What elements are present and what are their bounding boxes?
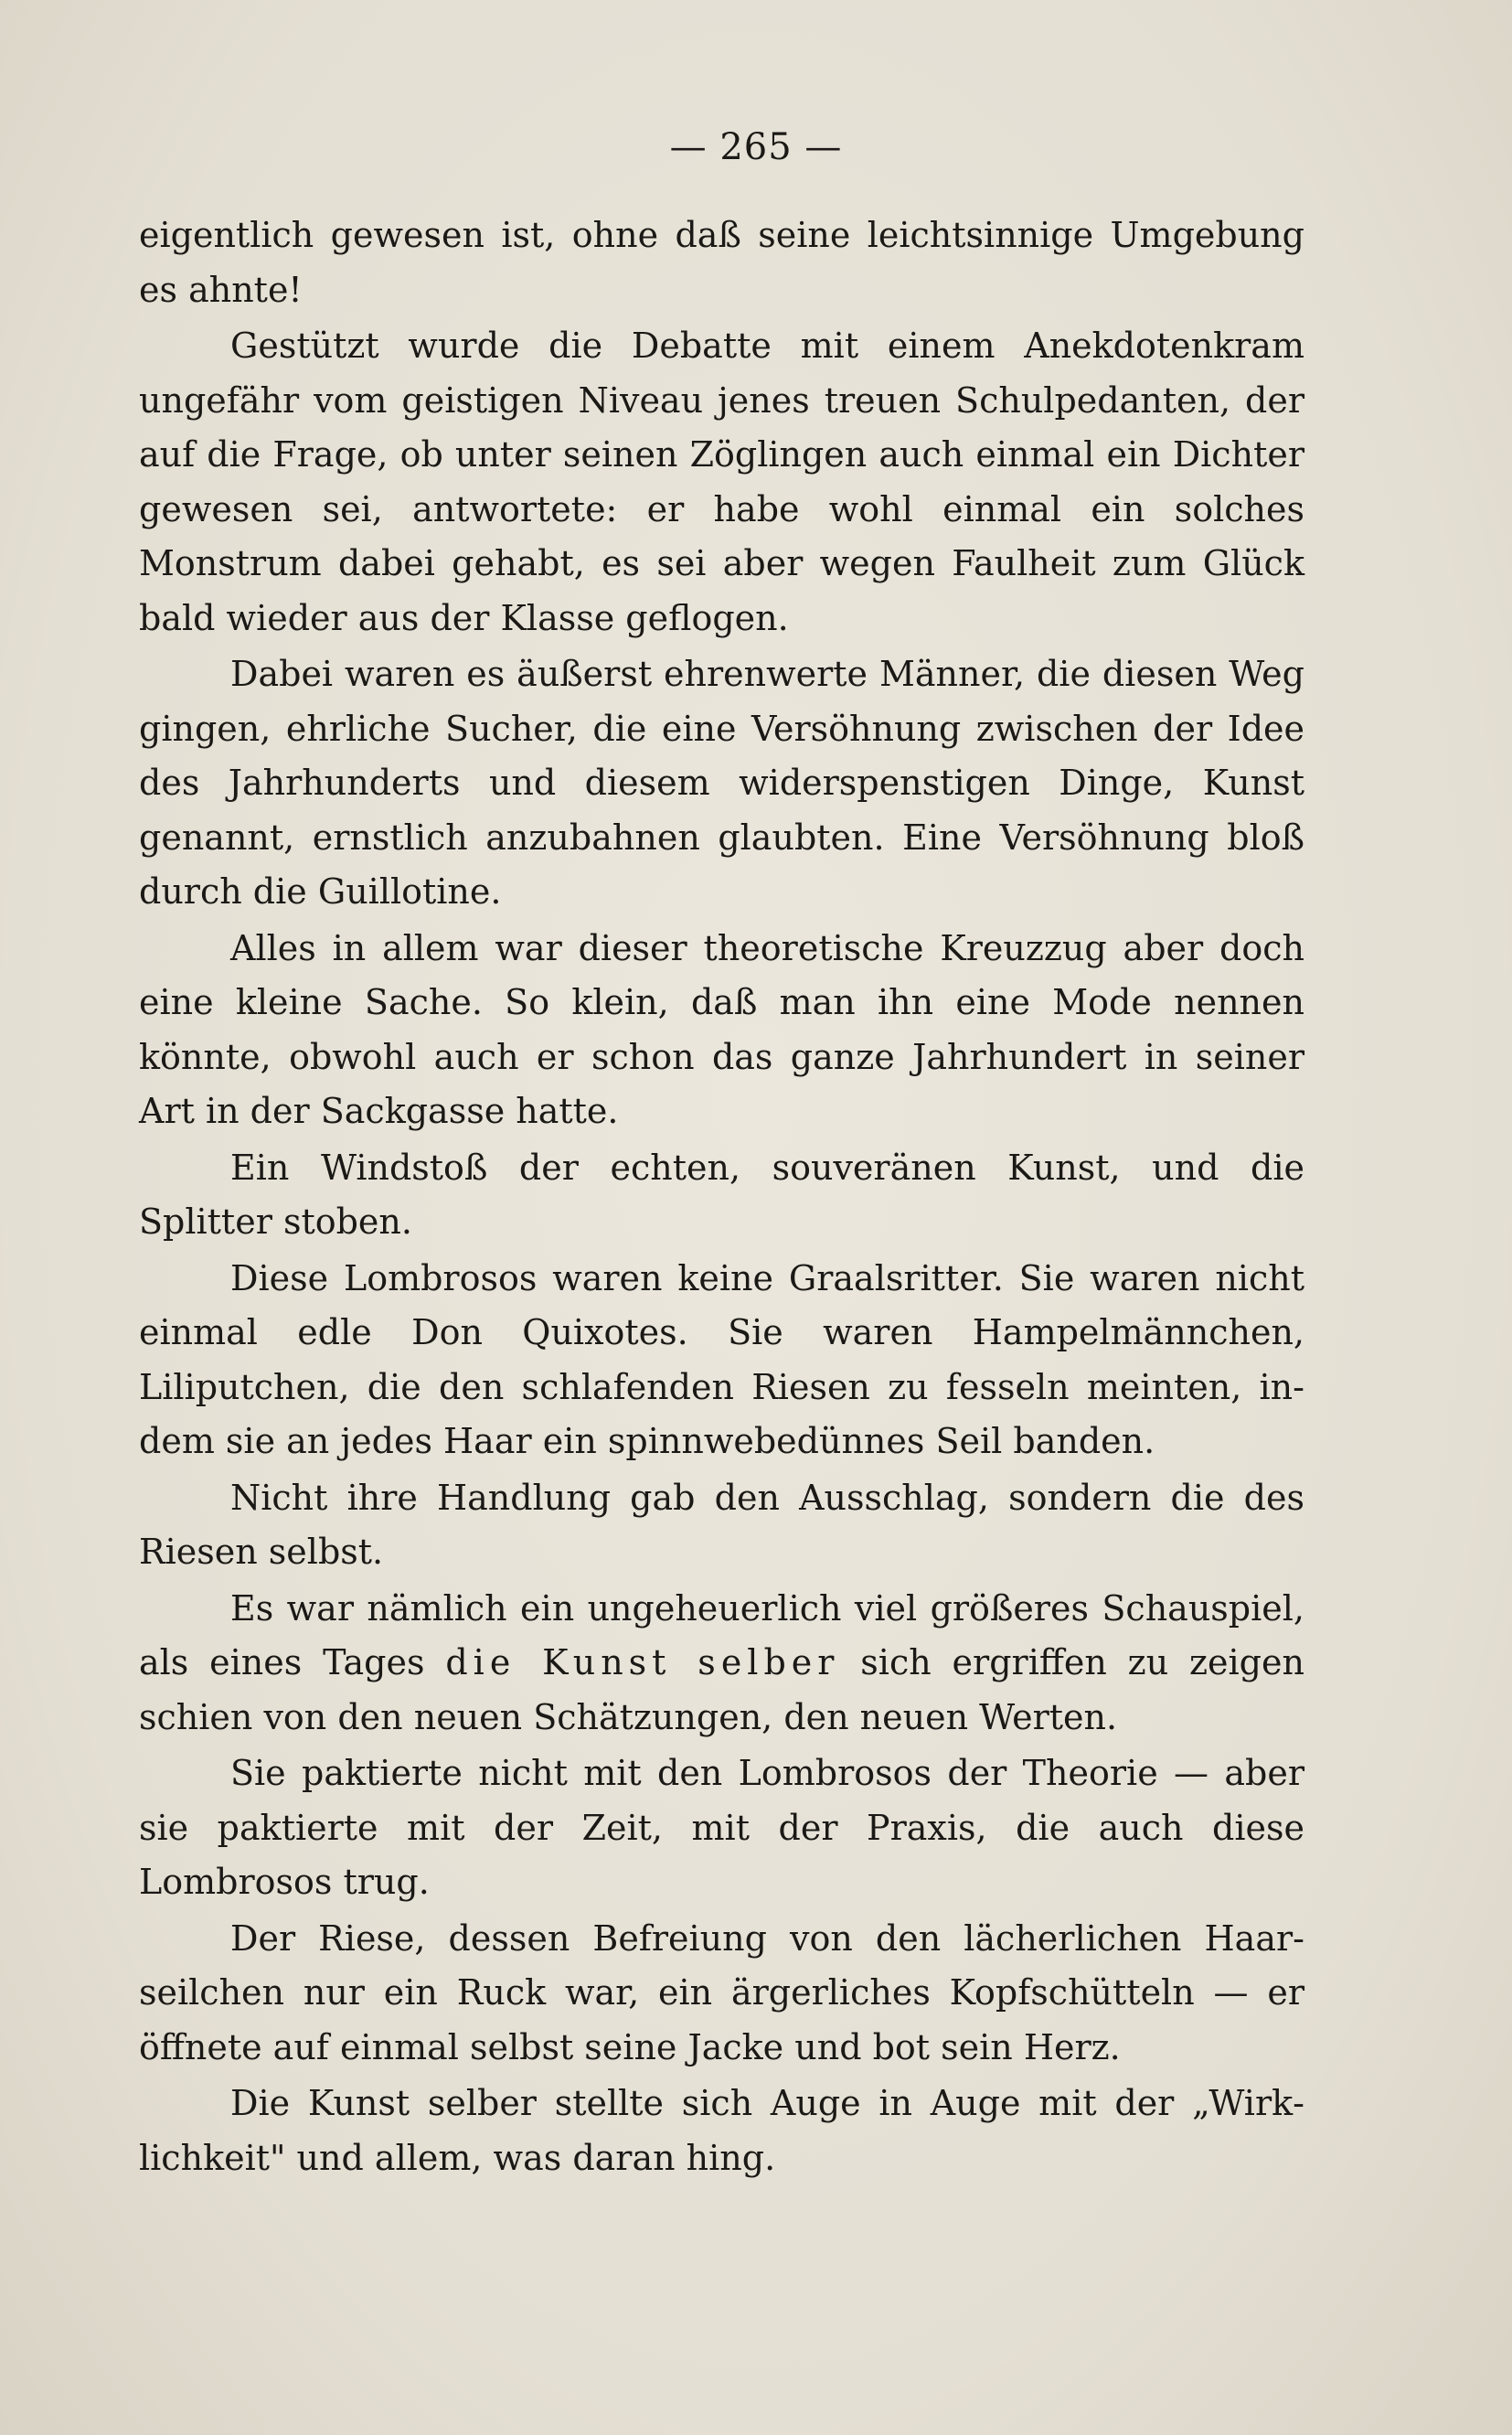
paragraph: Alles in allem war dieser theoretische Kreuzzug aber doch eine kleine Sache. So klein, daß man ihn eine Mode nennen könnte, obwohl auch er schon das ganze Jahrhundert in seiner Art in der Sackgasse hatte.	[139, 927, 1304, 1131]
paragraph: eigentlich gewesen ist, ohne daß seine leichtsinnige Umgebung es ahnte!	[139, 215, 1304, 310]
paragraph: Nicht ihre Handlung gab den Ausschlag, sondern die des Riesen selbst.	[139, 1477, 1304, 1572]
paragraph-text: Es war nämlich ein ungeheuerlich viel größeres Schauspiel, als eines Tages	[139, 1587, 1304, 1682]
paragraph: Die Kunst selber stellte sich Auge in Auge mit der „Wirklichkeit" und allem, was daran hing.	[139, 2083, 1304, 2178]
paragraph	[139, 1582, 1304, 1746]
paragraph: Gestützt wurde die Debatte mit einem Anekdotenkram ungefähr vom geistigen Niveau jenes treuen Schulpedanten, der auf die Frage, ob unter seinen Zöglingen auch einmal ein Dichter gewesen sei, antwortete: er habe wohl einmal ein solches Monstrum dabei gehabt, es sei aber wegen Faulheit zum Glück bald wieder aus der Klasse geflogen.	[139, 326, 1304, 638]
paragraph: Diese Lombrosos waren keine Graalsritter. Sie waren nicht einmal edle Don Quixotes. Sie waren Hampelmännchen, Liliputchen, die den schlafenden Riesen zu fesseln meinten, indem sie an jedes Haar ein spinnwebedünnes Seil banden.	[139, 1257, 1304, 1461]
emphasized-text: die Kunst selber	[445, 1642, 840, 1682]
body-text	[139, 208, 1304, 2187]
paragraph: Der Riese, dessen Befreiung von den lächerlichen Haarseilchen nur ein Ruck war, ein ärgerliches Kopfschütteln — er öffnete auf einmal selbst seine Jacke und bot sein Herz.	[139, 1917, 1304, 2067]
paragraph-text: sich ergriffen zu zeigen schien von den neuen Schätzungen, den neuen Werten.	[139, 1642, 1304, 1737]
page-number: — 265 —	[669, 126, 843, 168]
paragraph: Sie paktierte nicht mit den Lombrosos der Theorie — aber sie paktierte mit der Zeit, mit der Praxis, die auch diese Lombrosos trug.	[139, 1753, 1304, 1902]
paragraph: Dabei waren es äußerst ehrenwerte Männer, die diesen Weg gingen, ehrliche Sucher, die eine Versöhnung zwischen der Idee des Jahrhunderts und diesem widerspenstigen Dinge, Kunst genannt, ernstlich anzubahnen glaubten. Eine Versöhnung bloß durch die Guillotine.	[139, 654, 1304, 912]
paragraph: Ein Windstoß der echten, souveränen Kunst, und die Splitter stoben.	[139, 1147, 1304, 1242]
